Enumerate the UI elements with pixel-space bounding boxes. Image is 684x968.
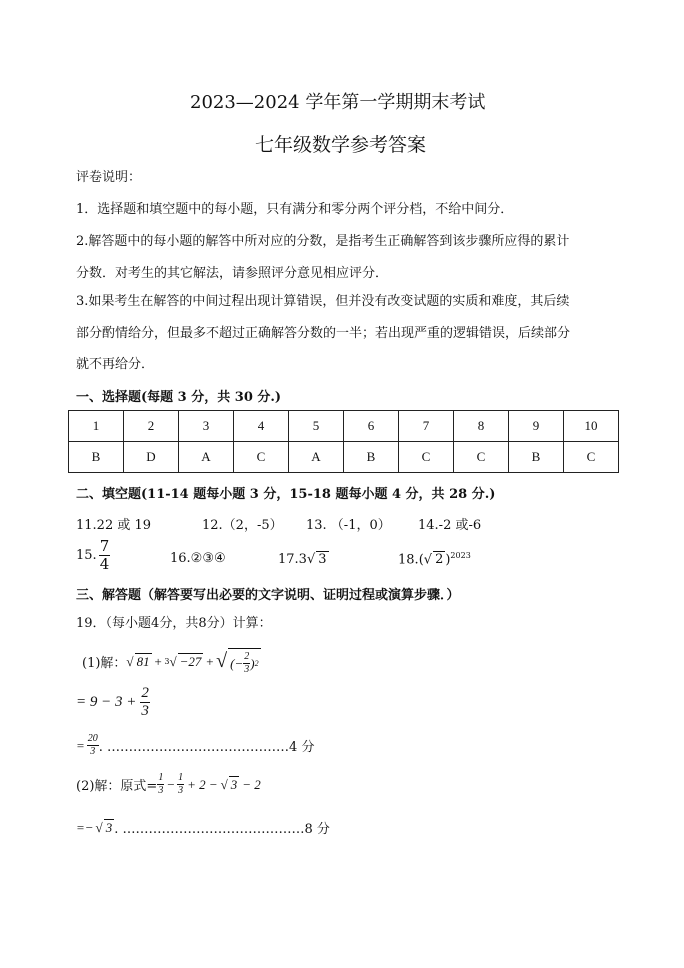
answer-cell: B — [69, 442, 124, 473]
fill-answer-18-label: 18. — [398, 552, 419, 568]
fill-answer-14: 14.-2 或-6 — [418, 518, 482, 533]
q19-step-2 — [76, 734, 314, 757]
fill-answer-15-label: 15. — [76, 548, 97, 563]
sqrt-sign-icon: √ — [423, 552, 433, 568]
question-number: 1 — [69, 411, 124, 442]
q19-step-1 — [76, 686, 150, 719]
note-3-line-2: 部分酌情给分，但最多不超过正确解答分数的一半；若出现严重的逻辑错误，后续部分 — [76, 326, 571, 341]
fill-answer-11: 11.22 或 19 — [76, 518, 152, 533]
fraction-numerator: 1 — [158, 772, 164, 783]
exponent: 2023 — [450, 551, 471, 560]
answer-cell: A — [179, 442, 234, 473]
radicand: −27 — [179, 654, 202, 669]
note-1: 1．选择题和填空题中的每小题，只有满分和零分两个评分档，不给中间分． — [76, 202, 514, 217]
plus-sign: + — [205, 653, 215, 669]
radicand: 3 — [318, 552, 327, 567]
question-number: 2 — [124, 411, 179, 442]
paren-open: (− — [230, 655, 244, 671]
fraction-numerator: 2 — [141, 685, 149, 701]
equals-sign: = — [76, 737, 85, 753]
sqrt-sign-icon: √ — [95, 819, 103, 835]
radicand: 81 — [136, 654, 150, 669]
fraction-denominator: 4 — [99, 555, 110, 573]
fraction-numerator: 7 — [99, 537, 110, 555]
note-3-line-1: 3.如果考生在解答的中间过程出现计算错误，但并没有改变试题的实质和难度，其后续 — [76, 294, 570, 309]
question-number: 3 — [179, 411, 234, 442]
step-1-expression: = 9 − 3 + — [76, 694, 137, 710]
note-2-line-1: 2.解答题中的每小题的解答中所对应的分数，是指考生正确解答到该步骤所应得的累计 — [76, 234, 570, 249]
fraction-denominator: 3 — [244, 664, 250, 675]
note-3-line-3: 就不再给分． — [76, 357, 155, 372]
cube-root-index: 3 — [164, 657, 170, 666]
score-leader-8: . ……………………………………8 分 — [114, 822, 330, 837]
part1-label: (1)解： — [82, 656, 127, 671]
step-3-head: =− — [76, 819, 94, 835]
minus-sign: − — [166, 776, 176, 792]
sqrt-sign-icon: √ — [216, 650, 228, 672]
fraction-denominator: 3 — [141, 703, 149, 719]
answer-cell: B — [344, 442, 399, 473]
radicand: 2 — [435, 552, 444, 568]
middle-terms: + 2 − — [187, 776, 218, 792]
radicand-fraction-squared — [228, 648, 260, 675]
fraction — [140, 686, 150, 719]
question-number: 4 — [234, 411, 289, 442]
choice-answer-table — [68, 410, 619, 473]
question-number: 9 — [509, 411, 564, 442]
section1-heading: 一、选择题(每题 3 分，共 30 分.) — [76, 390, 282, 405]
section2-heading: 二、填空题(11-14 题每小题 3 分，15-18 题每小题 4 分，共 28 分.) — [76, 487, 496, 502]
sqrt-sign-icon: √ — [220, 776, 228, 792]
answer-cell: C — [399, 442, 454, 473]
answer-cell: A — [289, 442, 344, 473]
fill-answer-13: 13. （-1，0） — [306, 518, 391, 533]
radicand: 3 — [105, 820, 113, 835]
answer-cell: D — [124, 442, 179, 473]
fraction-denominator: 3 — [158, 785, 164, 796]
fraction-numerator: 20 — [87, 733, 98, 744]
fraction-numerator: 2 — [244, 651, 250, 662]
score-leader-4: . ……………………………………4 分 — [98, 740, 315, 755]
radicand: 3 — [230, 777, 238, 792]
q19-part1-expression — [82, 648, 261, 675]
answer-cell: C — [454, 442, 509, 473]
fraction-denominator: 3 — [178, 785, 184, 796]
fill-answer-18: 18.(√ 2 )$^{2023}$ — [398, 551, 471, 568]
question-number: 7 — [399, 411, 454, 442]
fill-answer-17-coefficient: 17.3 — [278, 552, 307, 567]
sqrt-sign-icon: √ — [169, 653, 177, 669]
question-19-heading: 19．（每小题4分，共8分）计算： — [76, 616, 272, 631]
plus-sign: + — [153, 653, 163, 669]
paren-close: ) — [250, 655, 255, 671]
page-title: 2023—2024 学年第一学期期末考试 — [190, 92, 486, 113]
note-2-line-2: 分数．对考生的其它解法，请参照评分意见相应评分． — [76, 266, 389, 281]
question-number: 8 — [454, 411, 509, 442]
fill-answer-16: 16.②③④ — [170, 551, 226, 566]
question-number: 6 — [344, 411, 399, 442]
notes-heading: 评卷说明： — [76, 170, 142, 185]
q19-part2-expression — [76, 773, 261, 796]
exponent: 2 — [254, 659, 259, 668]
sqrt-sign-icon: √ — [126, 653, 134, 669]
answer-cell: C — [564, 442, 619, 473]
sqrt-sign-icon: √ — [306, 552, 316, 567]
question-number-row — [69, 411, 619, 442]
answer-cell: B — [509, 442, 564, 473]
question-number: 5 — [289, 411, 344, 442]
answer-row — [69, 442, 619, 473]
fill-answer-12: 12.（2，-5） — [202, 518, 283, 533]
fill-answer-15 — [76, 539, 110, 572]
fraction — [99, 539, 111, 572]
fraction — [177, 773, 184, 796]
fraction — [87, 734, 99, 757]
page-subtitle: 七年级数学参考答案 — [255, 134, 427, 156]
fraction — [157, 773, 164, 796]
q19-step-3 — [76, 818, 330, 837]
part2-label: (2)解：原式= — [76, 779, 158, 794]
answer-cell: C — [234, 442, 289, 473]
fill-answer-17 — [278, 551, 329, 567]
fraction-numerator: 1 — [178, 772, 184, 783]
tail-term: − 2 — [242, 776, 261, 792]
fraction-denominator: 3 — [90, 746, 96, 757]
question-number: 10 — [564, 411, 619, 442]
section3-heading: 三、解答题（解答要写出必要的文字说明、证明过程或演算步骤．） — [76, 588, 460, 603]
